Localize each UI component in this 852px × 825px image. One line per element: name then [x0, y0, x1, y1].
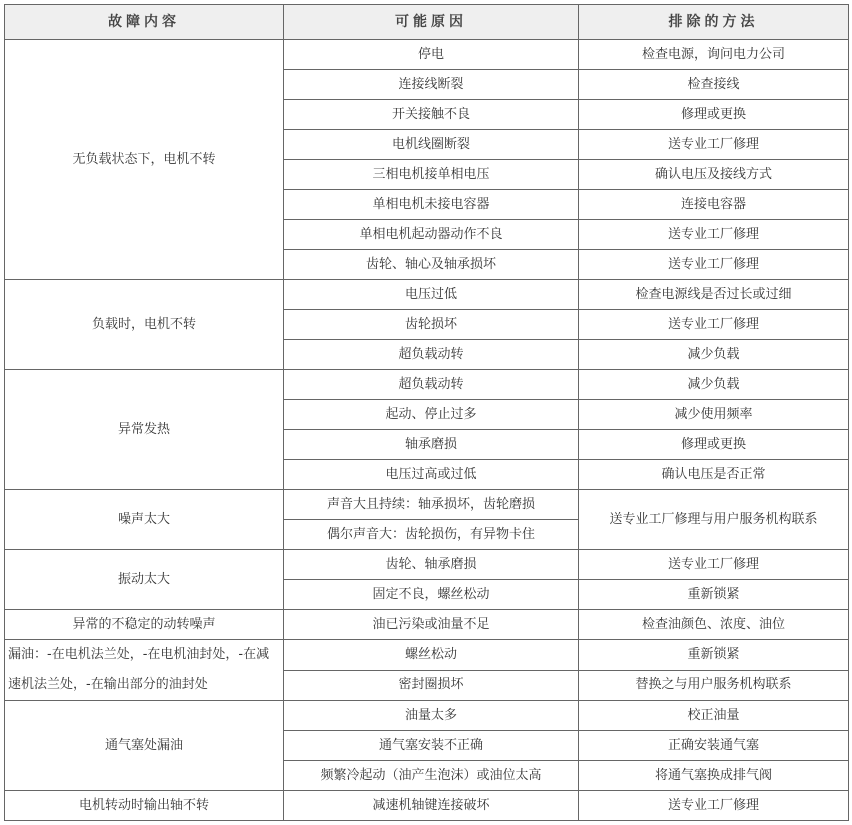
cause-cell: 开关接触不良 [284, 100, 579, 130]
remedy-cell: 检查油颜色、浓度、油位 [579, 610, 849, 640]
remedy-cell: 减少使用频率 [579, 400, 849, 430]
cause-cell: 减速机轴键连接破坏 [284, 791, 579, 821]
remedy-cell: 替换之与用户服务机构联系 [579, 670, 849, 701]
table-row [5, 370, 849, 400]
remedy-cell: 重新锁紧 [579, 580, 849, 610]
cause-cell: 齿轮、轴心及轴承损坏 [284, 250, 579, 280]
remedy-cell: 送专业工厂修理与用户服务机构联系 [579, 490, 849, 550]
header-row [5, 5, 849, 40]
table-row [5, 550, 849, 580]
cause-cell: 轴承磨损 [284, 430, 579, 460]
remedy-cell: 正确安装通气塞 [579, 731, 849, 761]
cause-cell: 电压过高或过低 [284, 460, 579, 490]
remedy-cell: 送专业工厂修理 [579, 791, 849, 821]
cause-cell: 螺丝松动 [284, 640, 579, 671]
troubleshooting-table [4, 4, 849, 821]
table-body [5, 40, 849, 821]
fault-cell: 无负载状态下，电机不转 [5, 40, 284, 280]
cause-cell: 固定不良，螺丝松动 [284, 580, 579, 610]
table-row [5, 701, 849, 731]
remedy-cell: 确认电压是否正常 [579, 460, 849, 490]
cause-cell: 电机线圈断裂 [284, 130, 579, 160]
table-row [5, 791, 849, 821]
fault-cell: 漏油：-在电机法兰处，-在电机油封处，-在减速机法兰处，-在输出部分的油封处 [5, 640, 284, 701]
header-remedy: 排除的方法 [579, 5, 849, 40]
remedy-cell: 修理或更换 [579, 430, 849, 460]
cause-cell: 偶尔声音大：齿轮损伤，有异物卡住 [284, 520, 579, 550]
fault-cell: 噪声太大 [5, 490, 284, 550]
cause-cell: 超负载动转 [284, 370, 579, 400]
fault-cell: 电机转动时输出轴不转 [5, 791, 284, 821]
fault-cell: 振动太大 [5, 550, 284, 610]
fault-cell: 异常的不稳定的动转噪声 [5, 610, 284, 640]
cause-cell: 三相电机接单相电压 [284, 160, 579, 190]
remedy-cell: 送专业工厂修理 [579, 220, 849, 250]
cause-cell: 停电 [284, 40, 579, 70]
cause-cell: 齿轮、轴承磨损 [284, 550, 579, 580]
cause-cell: 单相电机未接电容器 [284, 190, 579, 220]
cause-cell: 频繁冷起动（油产生泡沫）或油位太高 [284, 761, 579, 791]
cause-cell: 密封圈损坏 [284, 670, 579, 701]
remedy-cell: 检查电源线是否过长或过细 [579, 280, 849, 310]
header-fault: 故障内容 [5, 5, 284, 40]
fault-cell: 负载时，电机不转 [5, 280, 284, 370]
remedy-cell: 将通气塞换成排气阀 [579, 761, 849, 791]
remedy-cell: 校正油量 [579, 701, 849, 731]
cause-cell: 油量太多 [284, 701, 579, 731]
fault-cell: 通气塞处漏油 [5, 701, 284, 791]
cause-cell: 超负载动转 [284, 340, 579, 370]
remedy-cell: 修理或更换 [579, 100, 849, 130]
remedy-cell: 减少负载 [579, 340, 849, 370]
table-row [5, 280, 849, 310]
remedy-cell: 送专业工厂修理 [579, 130, 849, 160]
remedy-cell: 连接电容器 [579, 190, 849, 220]
cause-cell: 齿轮损坏 [284, 310, 579, 340]
cause-cell: 声音大且持续：轴承损坏，齿轮磨损 [284, 490, 579, 520]
header-cause: 可能原因 [284, 5, 579, 40]
remedy-cell: 检查电源，询问电力公司 [579, 40, 849, 70]
remedy-cell: 检查接线 [579, 70, 849, 100]
table-header [5, 5, 849, 40]
remedy-cell: 减少负载 [579, 370, 849, 400]
cause-cell: 油已污染或油量不足 [284, 610, 579, 640]
remedy-cell: 送专业工厂修理 [579, 250, 849, 280]
cause-cell: 通气塞安装不正确 [284, 731, 579, 761]
cause-cell: 连接线断裂 [284, 70, 579, 100]
fault-cell: 异常发热 [5, 370, 284, 490]
cause-cell: 电压过低 [284, 280, 579, 310]
table-row [5, 640, 849, 671]
remedy-cell: 送专业工厂修理 [579, 550, 849, 580]
table-row [5, 40, 849, 70]
remedy-cell: 送专业工厂修理 [579, 310, 849, 340]
remedy-cell: 确认电压及接线方式 [579, 160, 849, 190]
cause-cell: 单相电机起动器动作不良 [284, 220, 579, 250]
remedy-cell: 重新锁紧 [579, 640, 849, 671]
table-row [5, 610, 849, 640]
table-row [5, 490, 849, 520]
cause-cell: 起动、停止过多 [284, 400, 579, 430]
